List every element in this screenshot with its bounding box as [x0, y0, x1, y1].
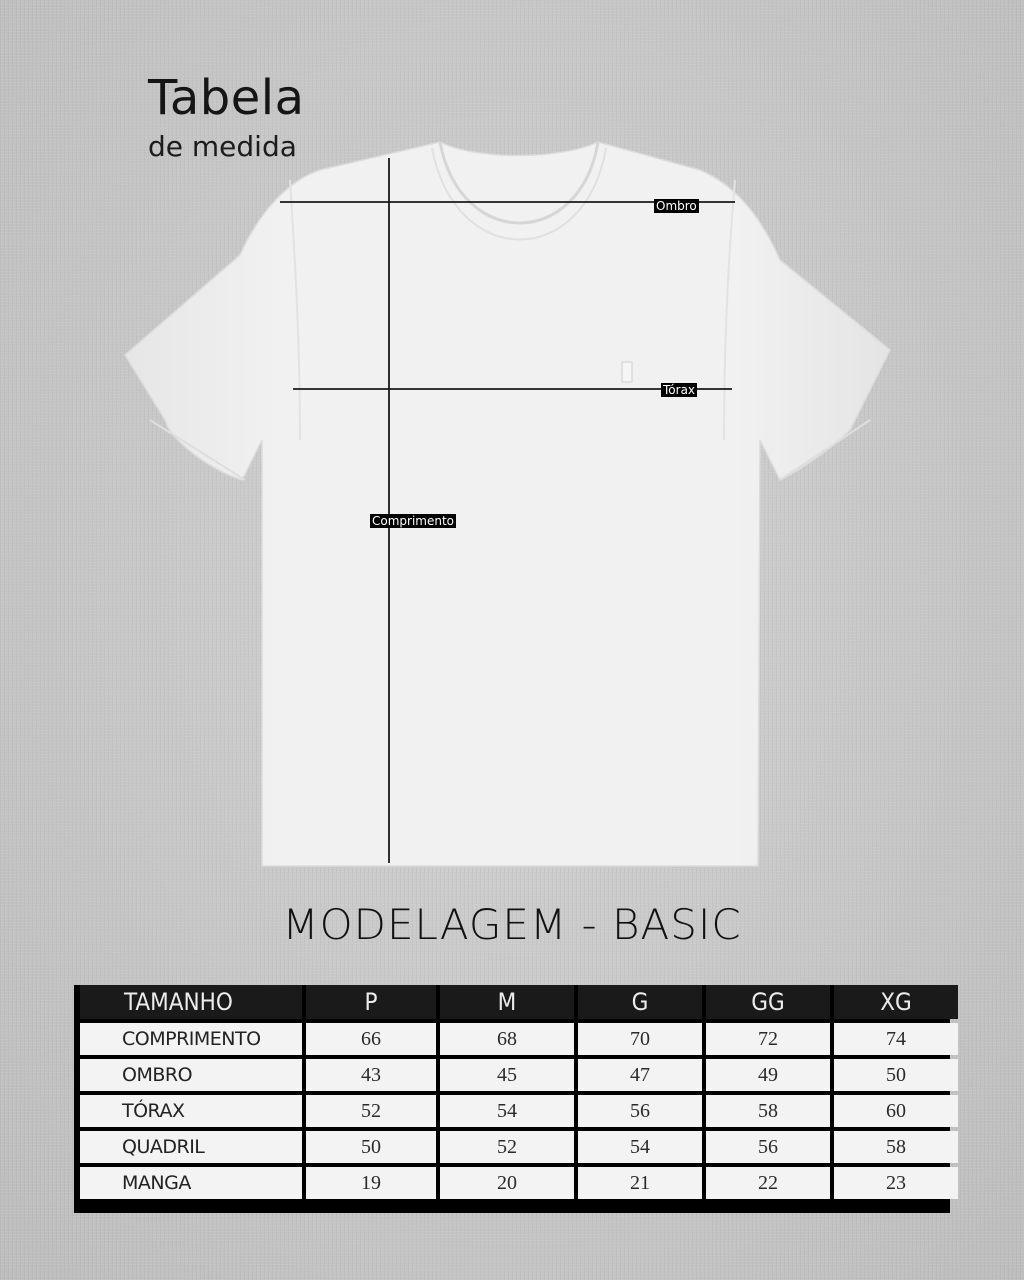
table-cell: 50 [306, 1131, 436, 1163]
table-cell: 21 [578, 1167, 702, 1199]
table-row [80, 1059, 958, 1091]
table-cell: 52 [440, 1131, 574, 1163]
table-cell: 68 [440, 1023, 574, 1055]
column-header: XG [834, 985, 958, 1019]
table-cell: 74 [834, 1023, 958, 1055]
shoulder-measure-label: Ombro [656, 199, 697, 213]
row-label: QUADRIL [80, 1131, 302, 1163]
size-table [74, 985, 950, 1213]
column-header: G [578, 985, 702, 1019]
table-cell: 20 [440, 1167, 574, 1199]
chest-measure-label: Tórax [663, 383, 696, 397]
page-title: Tabela [148, 70, 305, 126]
table-cell: 58 [706, 1095, 830, 1127]
table-cell: 70 [578, 1023, 702, 1055]
table-cell: 58 [834, 1131, 958, 1163]
table-cell: 22 [706, 1167, 830, 1199]
table-cell: 54 [440, 1095, 574, 1127]
column-header: TAMANHO [80, 985, 302, 1019]
table-cell: 72 [706, 1023, 830, 1055]
row-label: TÓRAX [80, 1095, 302, 1127]
table-cell: 52 [306, 1095, 436, 1127]
table-cell: 56 [706, 1131, 830, 1163]
model-heading: MODELAGEM - BASIC [282, 900, 742, 949]
table-cell: 56 [578, 1095, 702, 1127]
page-subtitle: de medida [148, 130, 297, 163]
table-cell: 60 [834, 1095, 958, 1127]
row-label: MANGA [80, 1167, 302, 1199]
table-row [80, 1167, 958, 1199]
table-cell: 49 [706, 1059, 830, 1091]
table-cell: 19 [306, 1167, 436, 1199]
table-cell: 66 [306, 1023, 436, 1055]
table-header-row [80, 985, 958, 1019]
table-cell: 50 [834, 1059, 958, 1091]
table-row [80, 1095, 958, 1127]
length-measure-label: Comprimento [372, 514, 455, 528]
table-row [80, 1023, 958, 1055]
row-label: OMBRO [80, 1059, 302, 1091]
table-row [80, 1131, 958, 1163]
row-label: COMPRIMENTO [80, 1023, 302, 1055]
column-header: P [306, 985, 436, 1019]
table-cell: 54 [578, 1131, 702, 1163]
table-cell: 45 [440, 1059, 574, 1091]
chest-label-tag [622, 362, 632, 382]
table-cell: 43 [306, 1059, 436, 1091]
table-cell: 23 [834, 1167, 958, 1199]
tshirt-body [125, 142, 890, 866]
column-header: M [440, 985, 574, 1019]
table-cell: 47 [578, 1059, 702, 1091]
column-header: GG [706, 985, 830, 1019]
